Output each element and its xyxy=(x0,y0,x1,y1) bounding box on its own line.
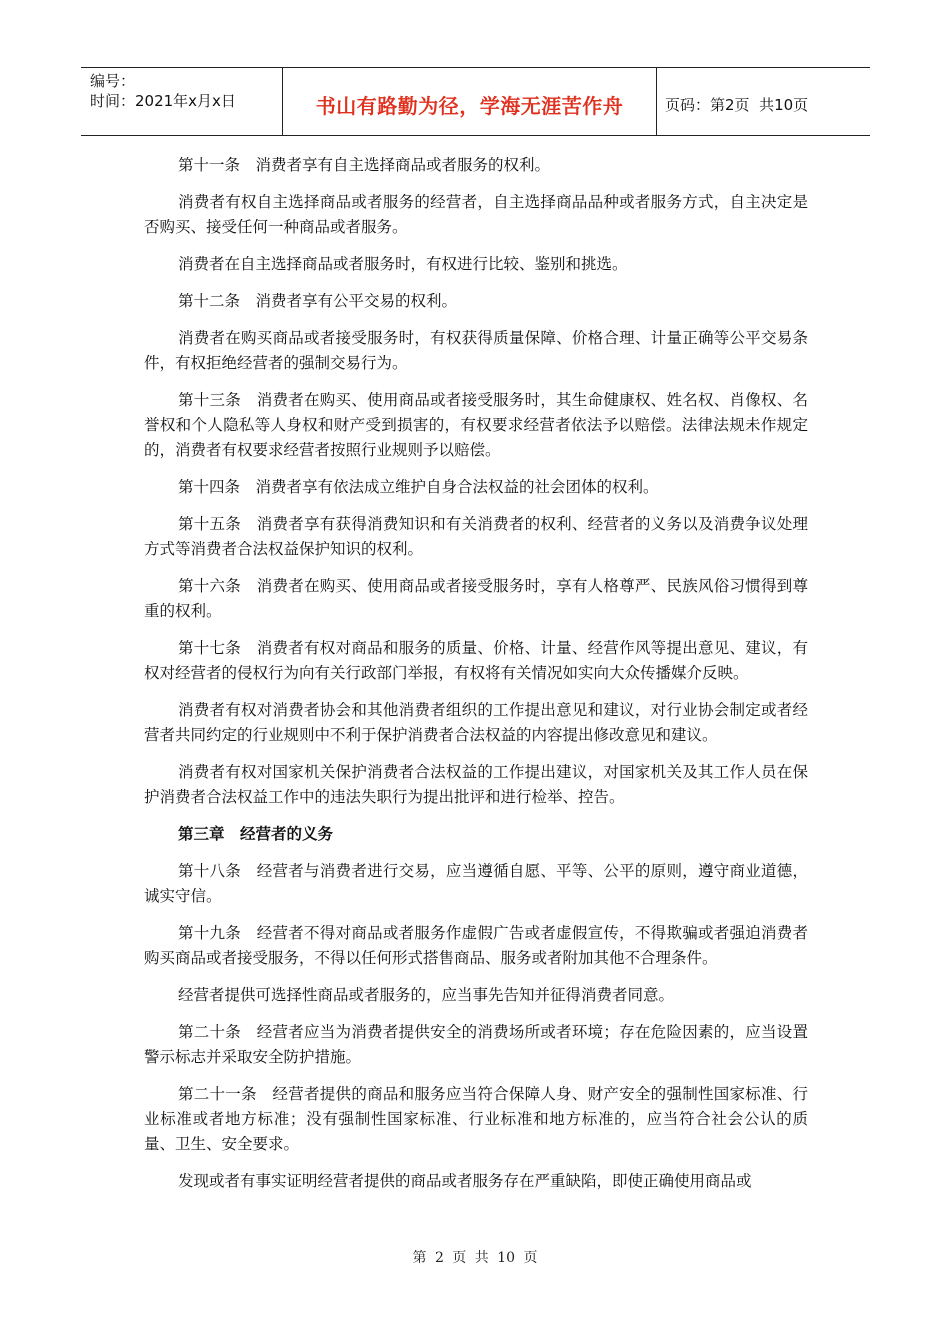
body-paragraph: 消费者有权对国家机关保护消费者合法权益的工作提出建议，对国家机关及其工作人员在保护消费者合法权益工作中的违法失职行为提出批评和进行检举、控告。 xyxy=(144,763,808,806)
document-time-label: 时间：2021年x月x日 xyxy=(90,92,236,110)
header-meta-cell xyxy=(81,68,283,135)
body-paragraph: 第十八条 经营者与消费者进行交易，应当遵循自愿、平等、公平的原则，遵守商业道德，诚实守信。 xyxy=(144,862,808,905)
body-paragraph: 第十七条 消费者有权对商品和服务的质量、价格、计量、经营作风等提出意见、建议，有权对经营者的侵权行为向有关行政部门举报，有权将有关情况如实向大众传播媒介反映。 xyxy=(144,639,808,682)
body-paragraph: 经营者提供可选择性商品或者服务的，应当事先告知并征得消费者同意。 xyxy=(178,986,675,1004)
body-paragraph: 第十四条 消费者享有依法成立维护自身合法权益的社会团体的权利。 xyxy=(178,478,659,496)
body-paragraph: 第十三条 消费者在购买、使用商品或者接受服务时，其生命健康权、姓名权、肖像权、名誉权和个人隐私等人身权和财产受到损害的，有权要求经营者依法予以赔偿。法律法规未作规定的，消费者有权要求经营者按照行业规则予以赔偿。 xyxy=(144,391,808,459)
body-paragraph: 第十九条 经营者不得对商品或者服务作虚假广告或者虚假宣传，不得欺骗或者强迫消费者购买商品或者接受服务，不得以任何形式搭售商品、服务或者附加其他不合理条件。 xyxy=(144,924,808,967)
body-paragraph: 第二十一条 经营者提供的商品和服务应当符合保障人身、财产安全的强制性国家标准、行业标准或者地方标准；没有强制性国家标准、行业标准和地方标准的，应当符合社会公认的质量、卫生、安全要求。 xyxy=(144,1085,808,1153)
header-motto: 书山有路勤为径，学海无涯苦作舟 xyxy=(283,68,657,135)
document-body xyxy=(144,153,808,1206)
header-page-number: 页码：第2页 共10页 xyxy=(665,96,809,114)
document-number-label: 编号： xyxy=(90,72,136,90)
body-paragraph: 消费者在购买商品或者接受服务时，有权获得质量保障、价格合理、计量正确等公平交易条件，有权拒绝经营者的强制交易行为。 xyxy=(144,329,808,372)
body-paragraph: 第十二条 消费者享有公平交易的权利。 xyxy=(178,292,458,310)
body-paragraph: 消费者在自主选择商品或者服务时，有权进行比较、鉴别和挑选。 xyxy=(178,255,628,273)
body-paragraph: 第十五条 消费者享有获得消费知识和有关消费者的权利、经营者的义务以及消费争议处理方式等消费者合法权益保护知识的权利。 xyxy=(144,515,808,558)
body-paragraph: 第十六条 消费者在购买、使用商品或者接受服务时，享有人格尊严、民族风俗习惯得到尊重的权利。 xyxy=(144,577,808,620)
chapter-heading: 第三章 经营者的义务 xyxy=(178,825,334,843)
body-paragraph: 发现或者有事实证明经营者提供的商品或者服务存在严重缺陷，即使正确使用商品或 xyxy=(178,1172,752,1190)
body-paragraph: 消费者有权自主选择商品或者服务的经营者，自主选择商品品种或者服务方式，自主决定是否购买、接受任何一种商品或者服务。 xyxy=(144,193,808,236)
document-header xyxy=(81,67,870,136)
body-paragraph: 第二十条 经营者应当为消费者提供安全的消费场所或者环境；存在危险因素的，应当设置警示标志并采取安全防护措施。 xyxy=(144,1023,808,1066)
body-paragraph: 第十一条 消费者享有自主选择商品或者服务的权利。 xyxy=(178,156,551,174)
page-footer: 第 2 页 共 10 页 xyxy=(412,1250,538,1266)
body-paragraph: 消费者有权对消费者协会和其他消费者组织的工作提出意见和建议，对行业协会制定或者经营者共同约定的行业规则中不利于保护消费者合法权益的内容提出修改意见和建议。 xyxy=(144,701,808,744)
